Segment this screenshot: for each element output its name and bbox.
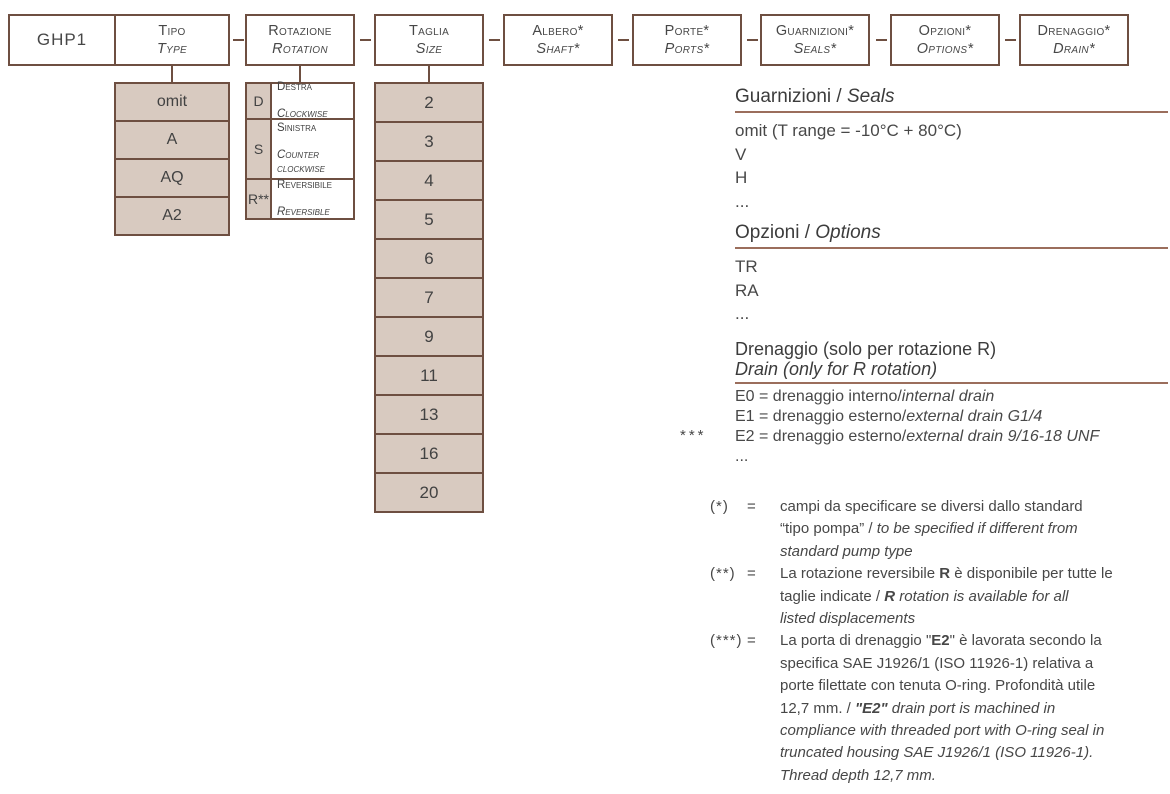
size-option-cell: 20 xyxy=(374,472,484,513)
connector-dash xyxy=(489,39,500,41)
rotation-table xyxy=(245,82,355,220)
size-option-cell: 9 xyxy=(374,316,484,357)
footnote-text: La rotazione reversibile R è disponibile per tutte le taglie indicate / R rotation is available for all listed displacements xyxy=(780,565,1113,628)
type-options-column xyxy=(114,82,230,236)
drain-item: E2 = drenaggio esterno/external drain 9/16-18 UNF xyxy=(735,428,1100,445)
options-item: TR xyxy=(735,257,758,276)
footnote-marker: (**) xyxy=(710,565,736,583)
options-section xyxy=(735,222,1168,326)
rotation-desc: Reversibile Reversible xyxy=(277,178,332,218)
options-heading: Opzioni / Options xyxy=(735,222,1168,249)
footnote-text: campi da specificare se diversi dallo standard “tipo pompa” / to be specified if different from standard pump type xyxy=(780,498,1083,560)
field-label-en: Drain* xyxy=(1053,41,1095,57)
code-box-drain xyxy=(1019,14,1129,66)
code-box-model xyxy=(8,14,116,66)
size-option-cell: 4 xyxy=(374,160,484,201)
options-item: ... xyxy=(735,304,750,323)
model-label: GHP1 xyxy=(36,30,88,49)
rotation-row xyxy=(245,118,355,180)
type-option-cell: omit xyxy=(114,82,230,122)
field-label-it: Tipo xyxy=(158,23,186,39)
size-option-cell: 3 xyxy=(374,121,484,162)
footnote xyxy=(700,563,1170,630)
type-option-cell: AQ xyxy=(114,158,230,198)
seals-item: V xyxy=(735,144,747,164)
field-label-en: Shaft* xyxy=(536,41,580,57)
seals-item: ... xyxy=(735,191,750,211)
code-box-type xyxy=(114,14,230,66)
field-label-en: Rotation xyxy=(272,41,328,57)
field-label-it: Albero* xyxy=(532,23,584,39)
field-label-en: Size xyxy=(415,41,443,57)
footnote-marker: (***) xyxy=(710,632,743,650)
size-options-column xyxy=(374,82,484,513)
drain-item: E1 = drenaggio esterno/external drain G1/4 xyxy=(735,408,1043,425)
footnote-marker: (*) xyxy=(710,498,729,515)
connector-line xyxy=(428,66,430,82)
code-box-ports xyxy=(632,14,742,66)
size-option-cell: 16 xyxy=(374,433,484,474)
size-option-cell: 5 xyxy=(374,199,484,240)
field-label-en: Options* xyxy=(916,41,974,57)
footnote-equals: = xyxy=(747,498,756,515)
code-box-shaft xyxy=(503,14,613,66)
code-box-size xyxy=(374,14,484,66)
options-item: RA xyxy=(735,280,759,300)
footnote-equals: = xyxy=(747,565,756,583)
size-option-cell: 7 xyxy=(374,277,484,318)
size-option-cell: 11 xyxy=(374,355,484,396)
field-label-it: Opzioni* xyxy=(918,23,972,39)
field-label-it: Rotazione xyxy=(268,23,332,39)
drain-item: ... xyxy=(735,448,749,465)
connector-dash xyxy=(360,39,371,41)
drain-section xyxy=(680,339,1168,467)
footnote xyxy=(700,496,1170,563)
field-label-it: Drenaggio* xyxy=(1037,23,1111,39)
size-option-cell: 13 xyxy=(374,394,484,435)
connector-dash xyxy=(747,39,758,41)
triple-asterisk-marker: *** xyxy=(680,427,707,444)
size-option-cell: 2 xyxy=(374,82,484,123)
code-box-seals xyxy=(760,14,870,66)
seals-section xyxy=(735,86,1168,213)
connector-dash xyxy=(618,39,629,41)
connector-line xyxy=(299,66,301,82)
rotation-code: D xyxy=(247,84,272,118)
connector-line xyxy=(171,66,173,82)
connector-dash xyxy=(1005,39,1016,41)
footnotes xyxy=(700,496,1170,787)
footnote-text: La porta di drenaggio "E2" è lavorata secondo la specifica SAE J1926/1 (ISO 11926-1) relativa a porte filettate con tenuta O-ring. Profondità utile 12,7 mm. / "E2" drain port is machined in compliance with threaded port with O-ring seal in truncated housing SAE J1926/1 (ISO 11926-1). Thread depth 12,7 mm. xyxy=(780,632,1105,784)
rotation-code: S xyxy=(247,120,272,178)
rotation-desc: Destra Clockwise xyxy=(277,80,328,120)
type-option-cell: A xyxy=(114,120,230,160)
footnote xyxy=(700,630,1170,787)
seals-item: H xyxy=(735,168,748,187)
size-option-cell: 6 xyxy=(374,238,484,279)
connector-dash xyxy=(876,39,887,41)
connector-dash xyxy=(233,39,244,41)
seals-item: omit (T range = -10°C + 80°C) xyxy=(735,121,962,140)
field-label-en: Seals* xyxy=(793,41,837,57)
rotation-desc: Sinistra Counter clockwise xyxy=(277,122,326,175)
field-label-en: Ports* xyxy=(664,41,710,57)
field-label-it: Porte* xyxy=(664,23,710,39)
code-box-rotation xyxy=(245,14,355,66)
rotation-row xyxy=(245,178,355,220)
field-label-it: Guarnizioni* xyxy=(775,23,855,39)
rotation-row xyxy=(245,82,355,120)
field-label-en: Type xyxy=(156,41,188,57)
code-box-options xyxy=(890,14,1000,66)
seals-heading: Guarnizioni / Seals xyxy=(735,86,1168,113)
drain-heading: Drenaggio (solo per rotazione R) Drain (only for R rotation) xyxy=(735,339,1168,384)
footnote-equals: = xyxy=(747,632,756,650)
rotation-code: R** xyxy=(247,180,272,218)
field-label-it: Taglia xyxy=(408,23,450,39)
type-option-cell: A2 xyxy=(114,196,230,236)
drain-item: E0 = drenaggio interno/internal drain xyxy=(735,388,995,405)
